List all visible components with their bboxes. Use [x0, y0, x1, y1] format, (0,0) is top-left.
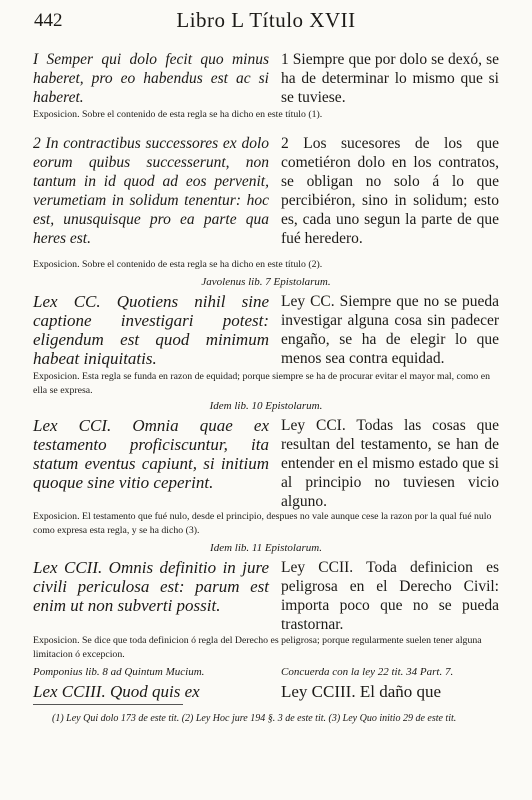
- lex-ccii-exposicion: Exposicion. Se dice que toda definicion ó regla del Derecho es peligrosa; porque regularmente suelen tener alguna limitacion ó excepcion.: [33, 635, 482, 660]
- lex-cc-latin: Lex CC. Quotiens nihil sine captione investigari potest: eligendum est quod minimum habeat iniquitatis.: [33, 292, 269, 368]
- rule-1-spanish: 1 Siempre que por dolo se dexó, se ha de determinar lo mismo que si se tuviese.: [281, 51, 499, 106]
- attribution-idem-10: Idem lib. 10 Epistolarum.: [209, 400, 323, 412]
- lex-cciii-latin: Lex CCIII. Quod quis ex: [33, 682, 200, 701]
- lex-cci-exposicion: Exposicion. El testamento que fué nulo, desde el principio, despues no vale aunque cese la razon por la qual fué nulo como expresa esta regla, y se ha dicho (3).: [33, 511, 492, 536]
- lex-cciii: [33, 682, 499, 704]
- page-number: 442: [34, 10, 63, 31]
- attribution-pomponius: Pomponius lib. 8 ad Quintum Mucium.: [33, 666, 205, 678]
- rule-2-exposicion: Exposicion. Sobre el contenido de esta regla se ha dicho en este título (2).: [33, 259, 323, 270]
- lex-cci: [33, 416, 499, 508]
- rule-2-latin: 2 In contractibus successores ex dolo eorum quibus successerunt, non tantum in id quod ad eos pervenit, verumetiam in solidum tenentur: hoc est, unusquisque pro ea parte qua heres est.: [33, 135, 269, 247]
- lex-cci-spanish: Ley CCI. Todas las cosas que resultan del testamento, se han de entender en el mismo estado que si al principio no tuviesen vicio alguno.: [281, 417, 499, 510]
- attribution-idem-11: Idem lib. 11 Epistolarum.: [210, 542, 322, 554]
- lex-ccii: [33, 558, 499, 634]
- running-head: Libro L Título XVII: [176, 8, 356, 32]
- concordance-note: Concuerda con la ley 22 tit. 34 Part. 7.: [281, 666, 454, 678]
- lex-ccii-latin: Lex CCII. Omnis definitio in jure civili periculosa est: parum est enim ut non subverti possit.: [33, 558, 269, 615]
- rule-2-spanish: 2 Los sucesores de los que cometiéron dolo en los contratos, se obligan no solo á lo que percibiéron, sino in solidum; esto es, cada uno segun la parte de que fué heredero.: [281, 135, 499, 247]
- rule-1-exposicion: Exposicion. Sobre el contenido de esta regla se ha dicho en este título (1).: [33, 109, 323, 120]
- lex-ccii-spanish: Ley CCII. Toda definicion es peligrosa en el Derecho Civil: importa poco que no se pueda trastornar.: [281, 559, 499, 633]
- rule-1: [33, 50, 499, 108]
- attribution-javolenus: Javolenus lib. 7 Epistolarum.: [201, 276, 331, 288]
- footnotes: (1) Ley Qui dolo 173 de este tit. (2) Ley Hoc jure 194 §. 3 de este tit. (3) Ley Quo initio 29 de este tit.: [52, 713, 457, 724]
- lex-cci-latin: Lex CCI. Omnia quae ex testamento proficiscuntur, ita statum eventus capiunt, si initium quoque sine vitio ceperint.: [33, 416, 269, 492]
- lex-cc-spanish: Ley CC. Siempre que no se pueda investigar alguna cosa sin padecer engaño, se ha de elegir lo que menos sea contra equidad.: [281, 293, 499, 367]
- lex-cciii-spanish: Ley CCIII. El daño que: [281, 682, 442, 701]
- rule-2: [33, 134, 499, 254]
- rule-1-latin: I Semper qui dolo fecit quo minus haberet, pro eo habendus est ac si haberet.: [33, 51, 269, 106]
- footnote-rule: [33, 704, 183, 705]
- lex-cc-exposicion: Exposicion. Esta regla se funda en razon de equidad; porque siempre se ha de procurar evitar el mayor mal, como en ella se expresa.: [33, 371, 491, 396]
- page-header: [0, 8, 532, 34]
- lex-cc: [33, 292, 499, 368]
- attribution-row: [33, 666, 499, 682]
